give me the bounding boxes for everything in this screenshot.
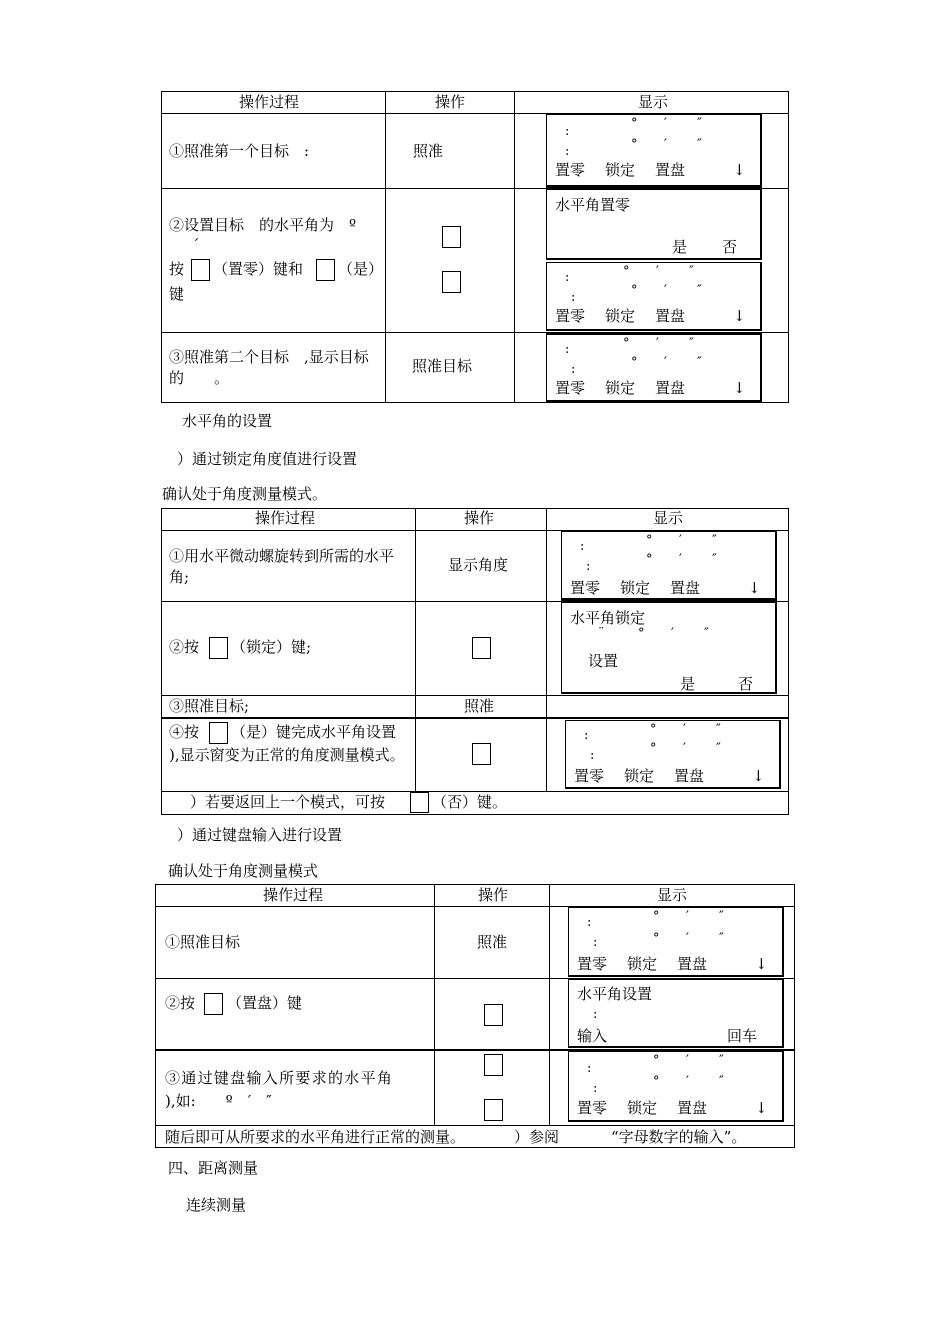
screen-text: °: [631, 283, 638, 298]
screen-text: :: [565, 144, 570, 159]
screen-text: ′: [686, 1053, 689, 1068]
t1-screen-4: [546, 332, 762, 402]
screen-text: 置盘: [655, 379, 686, 397]
screen-text: ′: [679, 533, 682, 548]
screen-text: 置零: [577, 955, 608, 973]
screen-text: ′: [656, 336, 659, 351]
section-title-horizontal-angle: 水平角的设置: [182, 412, 273, 430]
screen-text: ′: [686, 909, 689, 924]
t2-screen-2: [561, 600, 777, 694]
section-sub-lock: ）通过锁定角度值进行设置: [177, 450, 358, 468]
screen-text: 置盘: [677, 955, 708, 973]
t1-row2-process-l1: ②设置目标 的水平角为 º: [169, 216, 357, 234]
screen-text: ″: [716, 741, 721, 756]
screen-text: 置盘: [655, 307, 686, 325]
arrow-down-icon: ↓: [752, 767, 765, 785]
screen-text: ″: [689, 336, 694, 351]
table-rule: [546, 508, 547, 791]
screen-text: °: [631, 355, 638, 370]
screen-text: 锁定: [605, 379, 636, 397]
screen-text: ′: [686, 1074, 689, 1089]
screen-text: 置零: [570, 579, 601, 597]
table-rule: [514, 91, 515, 403]
screen-text: °: [623, 264, 630, 279]
softkey-lock: 锁定: [605, 161, 636, 179]
t1-screen-3: [546, 262, 762, 331]
screen-text: ″: [697, 283, 702, 298]
screen-text: °: [653, 909, 660, 924]
screen-text: :: [587, 915, 592, 930]
t1-row3-process: ③照准第二个目标 ,显示目标 的 。: [169, 348, 384, 387]
screen-text: 锁定: [627, 1099, 658, 1117]
softkey-set: 置盘: [655, 161, 686, 179]
screen-text: :: [571, 362, 576, 377]
screen-text: °: [650, 722, 657, 737]
screen-text: :: [590, 748, 595, 763]
screen-text: :: [565, 270, 570, 285]
section-confirm-2: 确认处于角度测量模式: [168, 862, 319, 880]
screen-text: ″: [697, 355, 702, 370]
screen-text: ′: [664, 283, 667, 298]
table-rule: [549, 884, 550, 1125]
screen-text: °: [653, 1053, 660, 1068]
screen-text: :: [565, 342, 570, 357]
screen-text: 置零: [555, 379, 586, 397]
arrow-down-icon: ↓: [733, 307, 746, 325]
screen-text: °: [638, 626, 645, 641]
t2-screen-1: [561, 531, 777, 600]
t3-footer-c: “字母数字的输入”。: [611, 1128, 747, 1146]
screen-text: ″: [719, 1074, 724, 1089]
screen-text: :: [593, 1007, 598, 1022]
screen-text: :: [571, 290, 576, 305]
screen-text: :: [586, 559, 591, 574]
screen-text: 锁定: [620, 579, 651, 597]
sub-continuous: 连续测量: [186, 1196, 247, 1214]
header-process: 操作过程: [239, 93, 300, 111]
header-display: 显示: [638, 93, 669, 111]
table-rule: [155, 1125, 795, 1126]
table-rule: [434, 884, 435, 1125]
screen-text: ¨: [598, 626, 605, 641]
t1-key-1[interactable]: [442, 226, 461, 248]
arrow-down-icon: ↓: [755, 955, 768, 973]
t1-key-2[interactable]: [442, 271, 461, 293]
t3-row1-process: ①照准目标: [165, 933, 241, 951]
screen-text: 置零: [555, 307, 586, 325]
screen-text: ″: [704, 626, 709, 641]
yes-key-box[interactable]: [209, 722, 228, 744]
t1-screen-1: [546, 114, 762, 187]
t1-row1-process: ①照准第一个目标 :: [169, 142, 310, 160]
screen-text: ″: [719, 1053, 724, 1068]
screen-text: 水平角置零: [555, 196, 631, 214]
screen-text: 置盘: [674, 767, 705, 785]
t2-footer-post: （否）键。: [432, 793, 508, 811]
lock-key-box[interactable]: [209, 637, 228, 659]
t3-key-set[interactable]: [484, 1004, 503, 1026]
screen-text: 水平角设置: [577, 985, 653, 1003]
zero-key-box[interactable]: [191, 259, 210, 281]
screen-text: °: [631, 137, 638, 152]
t2-footer-pre: ）若要返回上一个模式，可按: [190, 793, 386, 811]
set-key-box[interactable]: [204, 993, 223, 1015]
t2-key-lock[interactable]: [472, 637, 491, 659]
screen-text: 置零: [574, 767, 605, 785]
screen-text: 锁定: [627, 955, 658, 973]
no-key-box[interactable]: [410, 792, 429, 813]
screen-text: 否: [738, 675, 754, 693]
screen-text: ″: [719, 931, 724, 946]
t3-key-1[interactable]: [484, 1054, 503, 1076]
table-rule: [161, 791, 789, 792]
section-confirm-1: 确认处于角度测量模式。: [162, 485, 328, 503]
screen-text: ″: [697, 137, 702, 152]
t2-screen-3: [565, 720, 781, 789]
t1-row3-operation: 照准目标: [412, 357, 473, 375]
screen-text: °: [650, 741, 657, 756]
table-rule: [415, 508, 416, 791]
screen-text: 水平角锁定: [570, 609, 646, 627]
softkey-zero: 置零: [555, 161, 586, 179]
screen-text: °: [623, 336, 630, 351]
t3-screen-2: [568, 979, 784, 1048]
yes-key-box[interactable]: [316, 259, 335, 281]
t1-screen-2: [546, 187, 762, 260]
screen-text: 锁定: [624, 767, 655, 785]
screen-text: ″: [712, 533, 717, 548]
screen-text: :: [587, 1061, 592, 1076]
table-rule: [161, 695, 789, 696]
t2-row1-process: ①用水平微动螺旋转到所需的水平角;: [169, 547, 395, 586]
screen-text: :: [565, 124, 570, 139]
screen-text: :: [593, 1081, 598, 1096]
arrow-down-icon: ↓: [733, 161, 746, 179]
screen-text: 置盘: [670, 579, 701, 597]
screen-text: 设置: [588, 652, 619, 670]
t2-key-yes[interactable]: [472, 743, 491, 765]
t3-footer-a: 随后即可从所要求的水平角进行正常的测量。: [165, 1128, 466, 1146]
screen-text: 锁定: [605, 307, 636, 325]
screen-text: 是: [672, 238, 688, 256]
screen-text: ′: [679, 552, 682, 567]
screen-text: 是: [680, 675, 696, 693]
screen-text: ′: [664, 355, 667, 370]
screen-text: °: [646, 552, 653, 567]
screen-text: °: [653, 1074, 660, 1089]
screen-text: ′: [671, 626, 674, 641]
screen-text: ′: [664, 116, 667, 131]
screen-text: 输入: [577, 1027, 608, 1045]
screen-text: 回车: [727, 1027, 758, 1045]
t3-row1-operation: 照准: [477, 933, 508, 951]
screen-text: ′: [686, 931, 689, 946]
t3-screen-1: [568, 907, 784, 977]
section-sub-keyboard: ）通过键盘输入进行设置: [177, 826, 343, 844]
t2-row1-operation: 显示角度: [448, 556, 509, 574]
screen-text: :: [584, 728, 589, 743]
t2-row3-process: ③照准目标;: [169, 697, 250, 715]
t1-row1-operation: 照准: [413, 142, 444, 160]
screen-text: ′: [683, 741, 686, 756]
arrow-down-icon: ↓: [748, 579, 761, 597]
table-rule: [161, 717, 789, 719]
screen-text: :: [593, 935, 598, 950]
screen-text: ′: [683, 722, 686, 737]
t3-screen-3: [568, 1051, 784, 1122]
screen-text: ′: [664, 137, 667, 152]
screen-text: ″: [697, 116, 702, 131]
screen-text: °: [631, 116, 638, 131]
screen-text: °: [653, 931, 660, 946]
screen-text: ″: [689, 264, 694, 279]
screen-text: :: [580, 539, 585, 554]
table-rule: [385, 91, 386, 403]
arrow-down-icon: ↓: [755, 1099, 768, 1117]
screen-text: ″: [719, 909, 724, 924]
screen-text: °: [646, 533, 653, 548]
header-operation: 操作: [435, 93, 466, 111]
heading-distance: 四、距离测量: [168, 1159, 259, 1177]
screen-text: 置零: [577, 1099, 608, 1117]
screen-text: 否: [722, 238, 738, 256]
screen-text: ″: [712, 552, 717, 567]
t3-key-2[interactable]: [484, 1099, 503, 1121]
arrow-down-icon: ↓: [733, 379, 746, 397]
screen-text: ′: [656, 264, 659, 279]
t2-row3-operation: 照准: [464, 697, 495, 715]
t3-footer-b: ）参阅: [514, 1128, 560, 1146]
screen-text: ″: [716, 722, 721, 737]
screen-text: 置盘: [677, 1099, 708, 1117]
